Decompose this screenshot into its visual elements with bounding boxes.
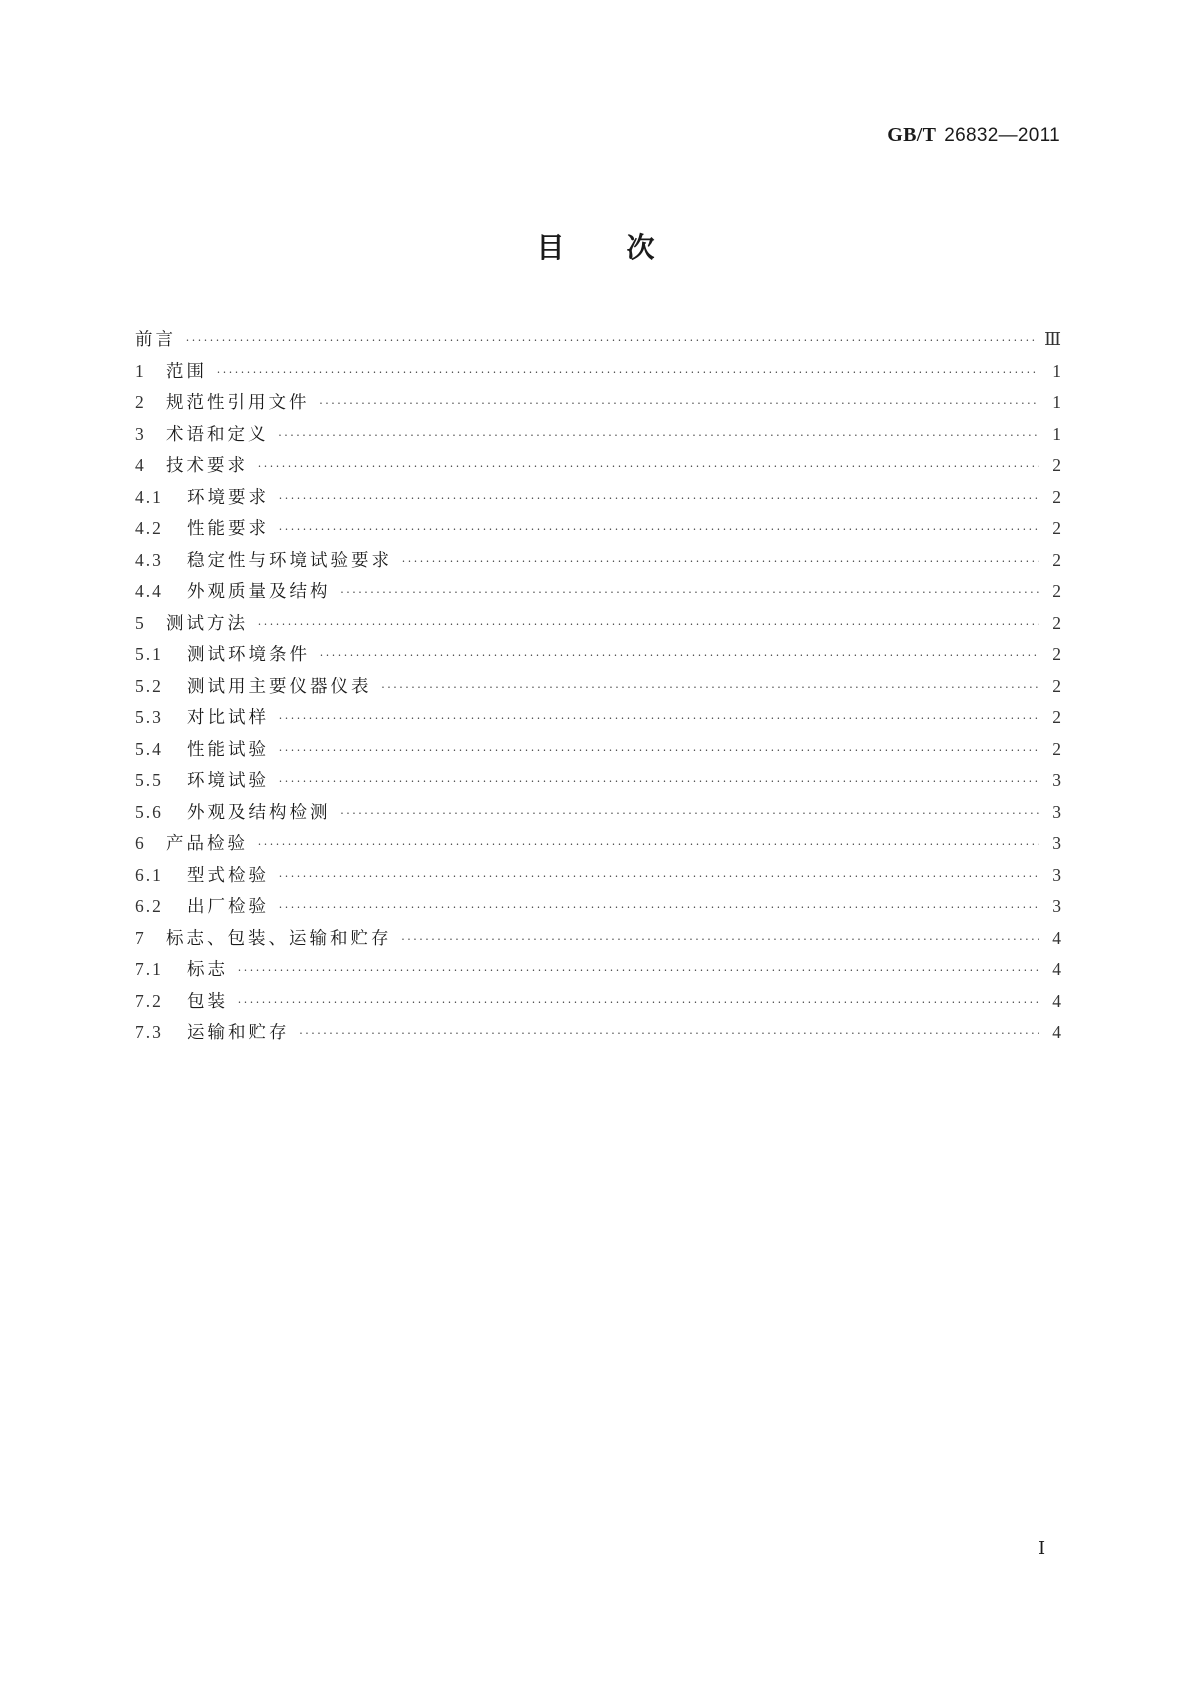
toc-entry[interactable] <box>135 641 1061 673</box>
toc-entry-page: 2 <box>1052 486 1061 507</box>
toc-entry[interactable] <box>135 326 1061 358</box>
toc-leader-dots <box>217 367 1039 377</box>
toc-entry-label[interactable]: 规范性引用文件 <box>166 393 310 413</box>
toc-leader-dots <box>258 619 1039 629</box>
toc-leader-dots <box>238 997 1039 1007</box>
toc-entry-number: 5 <box>135 612 146 633</box>
toc-entry-page: 1 <box>1052 423 1061 444</box>
toc-entry-number: 7.3 <box>135 1022 163 1042</box>
toc-entry-label[interactable]: 术语和定义 <box>166 424 269 445</box>
toc-entry-page: 3 <box>1052 801 1061 822</box>
toc-entry-label[interactable]: 环境试验 <box>187 771 269 791</box>
toc-entry-page: 4 <box>1052 927 1061 948</box>
toc-entry[interactable] <box>135 421 1061 453</box>
toc-entry-number: 5.3 <box>135 707 163 727</box>
toc-entry[interactable] <box>135 830 1061 862</box>
toc-entry-page: 3 <box>1052 833 1061 853</box>
page-title: 目次 <box>536 231 717 264</box>
toc-entry-number: 2 <box>135 392 146 412</box>
toc-entry-page: 3 <box>1052 896 1061 916</box>
table-of-contents <box>135 326 1061 1051</box>
toc-entry-label[interactable]: 稳定性与环境试验要求 <box>187 550 392 571</box>
toc-entry-number: 4.4 <box>135 581 163 601</box>
toc-entry-page: 1 <box>1052 360 1061 381</box>
toc-entry[interactable] <box>135 389 1061 421</box>
toc-entry-page: 3 <box>1052 770 1061 790</box>
toc-entry-label[interactable]: 标志 <box>187 960 228 980</box>
toc-entry[interactable] <box>135 988 1061 1020</box>
toc-entry[interactable] <box>135 893 1061 925</box>
toc-entry-page: 2 <box>1052 455 1061 475</box>
toc-entry-page: 2 <box>1052 581 1061 601</box>
toc-entry-page: 2 <box>1052 675 1061 696</box>
toc-entry-number: 3 <box>135 423 146 444</box>
toc-entry[interactable] <box>135 799 1061 831</box>
standard-prefix: GB/T <box>887 124 937 146</box>
toc-entry[interactable] <box>135 673 1061 705</box>
toc-entry-page: 2 <box>1052 644 1061 664</box>
toc-entry[interactable] <box>135 610 1061 642</box>
toc-leader-dots <box>341 808 1040 818</box>
toc-entry-page: 4 <box>1052 1022 1061 1042</box>
toc-entry-page: 2 <box>1052 707 1061 727</box>
toc-entry[interactable] <box>135 736 1061 768</box>
toc-entry[interactable] <box>135 925 1061 957</box>
toc-leader-dots <box>320 398 1040 408</box>
toc-entry[interactable] <box>135 862 1061 894</box>
toc-entry[interactable] <box>135 767 1061 799</box>
toc-leader-dots <box>258 839 1039 849</box>
toc-entry-label[interactable]: 性能要求 <box>187 519 269 539</box>
toc-entry-label[interactable]: 测试环境条件 <box>187 645 310 665</box>
toc-entry-label[interactable]: 型式检验 <box>187 865 269 886</box>
toc-entry-label[interactable]: 外观质量及结构 <box>187 582 331 602</box>
toc-leader-dots <box>279 430 1040 440</box>
toc-entry-number: 5.4 <box>135 738 163 759</box>
toc-entry-page: 4 <box>1052 959 1061 979</box>
toc-leader-dots <box>341 587 1040 597</box>
toc-leader-dots <box>186 335 1036 345</box>
toc-entry-page: Ⅲ <box>1044 329 1061 349</box>
toc-entry-label[interactable]: 产品检验 <box>166 834 248 854</box>
toc-entry-label[interactable]: 运输和贮存 <box>187 1023 290 1043</box>
toc-entry-label[interactable]: 出厂检验 <box>187 897 269 917</box>
toc-entry-page: 2 <box>1052 738 1061 759</box>
toc-entry[interactable] <box>135 484 1061 516</box>
toc-entry[interactable] <box>135 956 1061 988</box>
toc-entry-number: 6.1 <box>135 864 163 885</box>
toc-entry[interactable] <box>135 452 1061 484</box>
toc-leader-dots <box>258 461 1039 471</box>
toc-entry-page: 2 <box>1052 549 1061 570</box>
toc-entry-number: 4.2 <box>135 518 163 538</box>
toc-entry[interactable] <box>135 1019 1061 1051</box>
toc-entry-label[interactable]: 前言 <box>135 330 176 350</box>
toc-entry-page: 2 <box>1052 612 1061 633</box>
toc-entry-number: 5.2 <box>135 675 163 696</box>
toc-entry-page: 1 <box>1052 392 1061 412</box>
toc-entry[interactable] <box>135 704 1061 736</box>
toc-entry-label[interactable]: 范围 <box>166 361 207 382</box>
toc-entry-number: 4.3 <box>135 549 163 570</box>
toc-entry-label[interactable]: 对比试样 <box>187 708 269 728</box>
toc-entry-number: 4 <box>135 455 146 475</box>
toc-entry-page: 2 <box>1052 518 1061 538</box>
toc-entry-number: 7 <box>135 927 146 948</box>
toc-entry-number: 4.1 <box>135 486 163 507</box>
toc-entry-page: 4 <box>1052 990 1061 1011</box>
toc-entry-number: 7.1 <box>135 959 163 979</box>
toc-entry-label[interactable]: 性能试验 <box>187 739 269 760</box>
toc-leader-dots <box>402 556 1039 566</box>
toc-entry-number: 5.6 <box>135 801 163 822</box>
toc-entry[interactable] <box>135 547 1061 579</box>
page-number: Ⅰ <box>1038 1538 1046 1558</box>
toc-entry-label[interactable]: 环境要求 <box>187 487 269 508</box>
toc-leader-dots <box>279 524 1039 534</box>
toc-leader-dots <box>402 934 1040 944</box>
toc-entry-label[interactable]: 技术要求 <box>166 456 248 476</box>
toc-entry[interactable] <box>135 515 1061 547</box>
toc-leader-dots <box>279 745 1039 755</box>
toc-entry[interactable] <box>135 578 1061 610</box>
toc-entry-number: 5.5 <box>135 770 163 790</box>
toc-entry-number: 5.1 <box>135 644 163 664</box>
toc-entry-number: 6 <box>135 833 146 853</box>
toc-leader-dots <box>238 965 1039 975</box>
standard-code: 26832—2011 <box>944 125 1060 146</box>
toc-leader-dots <box>279 776 1039 786</box>
toc-entry-label[interactable]: 标志、包装、运输和贮存 <box>166 928 392 949</box>
toc-leader-dots <box>279 493 1039 503</box>
toc-leader-dots <box>279 713 1039 723</box>
toc-entry-label[interactable]: 外观及结构检测 <box>187 802 331 823</box>
toc-entry-label[interactable]: 包装 <box>187 991 228 1012</box>
toc-entry-label[interactable]: 测试用主要仪器仪表 <box>187 676 372 697</box>
toc-entry[interactable] <box>135 358 1061 390</box>
toc-entry-page: 3 <box>1052 864 1061 885</box>
toc-leader-dots <box>300 1028 1040 1038</box>
toc-entry-number: 6.2 <box>135 896 163 916</box>
toc-entry-number: 7.2 <box>135 990 163 1011</box>
toc-leader-dots <box>279 871 1039 881</box>
toc-entry-label[interactable]: 测试方法 <box>166 613 248 634</box>
toc-leader-dots <box>382 682 1040 692</box>
toc-leader-dots <box>279 902 1039 912</box>
toc-leader-dots <box>320 650 1039 660</box>
standard-number <box>887 124 1060 147</box>
toc-entry-number: 1 <box>135 360 146 381</box>
